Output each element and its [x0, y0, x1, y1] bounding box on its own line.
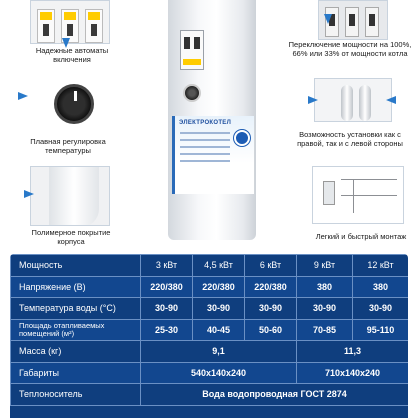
product-brand: ЭЛЕКТРОКОТЕЛ [179, 120, 232, 126]
arrow-down-icon [324, 14, 332, 24]
row-param: Теплоноситель [11, 384, 141, 406]
switch-caption: Переключение мощности на 100%, 66% или 33% от мощности котла [288, 40, 412, 58]
header-col-2: 4,5 кВт [193, 255, 245, 277]
arrow-right-icon [308, 96, 318, 104]
table-cell: 30-90 [245, 298, 297, 320]
install-image [312, 166, 404, 224]
breakers-image [30, 0, 110, 44]
table-row [11, 319, 409, 341]
table-header-row [11, 255, 409, 277]
table-cell: 380 [353, 276, 409, 298]
table-cell: 9,1 [141, 341, 297, 363]
row-param: Площадь отапливаемых помещений (м²) [11, 319, 141, 341]
table-cell: 30-90 [193, 298, 245, 320]
table-row [11, 276, 409, 298]
boiler-thermostat-knob [183, 84, 201, 102]
boiler-breaker-label [183, 59, 201, 65]
install-boiler-icon [323, 181, 335, 205]
table-cell: 220/380 [193, 276, 245, 298]
table-cell: Вода водопроводная ГОСТ 2874 [141, 384, 409, 406]
mount-tube-2 [359, 85, 371, 121]
arrow-right-icon [18, 92, 28, 100]
case-image [30, 166, 110, 226]
row-param: Температура воды (°С) [11, 298, 141, 320]
spec-table-grid [10, 254, 408, 406]
table-cell: 11,3 [297, 341, 409, 363]
table-cell: 30-90 [353, 298, 409, 320]
install-caption: Легкий и быстрый монтаж [315, 232, 407, 241]
table-cell: 95-110 [353, 319, 409, 341]
mount-image [314, 78, 392, 122]
table-cell: 380 [297, 276, 353, 298]
breaker-3 [85, 9, 103, 43]
thermostat-image [36, 74, 96, 130]
table-cell: 30-90 [141, 298, 193, 320]
table-cell: 540х140х240 [141, 362, 297, 384]
header-col-3: 6 кВт [245, 255, 297, 277]
header-col-5: 12 кВт [353, 255, 409, 277]
pipe-top [341, 179, 397, 180]
header-col-4: 9 кВт [297, 255, 353, 277]
table-cell: 70-85 [297, 319, 353, 341]
switch-3 [365, 7, 379, 37]
arrow-left-icon [386, 96, 396, 104]
mount-caption: Возможность установки как с правой, так и с левой стороны [297, 130, 403, 148]
header-param: Мощность [11, 255, 141, 277]
case-body [49, 167, 99, 226]
arrow-right-icon [24, 190, 34, 198]
table-cell: 710х140х240 [297, 362, 409, 384]
table-cell: 220/380 [245, 276, 297, 298]
boiler-switch-2 [194, 37, 200, 49]
pipe-mid [341, 195, 397, 196]
pipe-vertical [353, 179, 354, 213]
table-cell: 30-90 [297, 298, 353, 320]
table-row [11, 362, 409, 384]
table-cell: 220/380 [141, 276, 193, 298]
boiler-switch-1 [184, 37, 190, 49]
brand-logo-icon [234, 130, 250, 146]
breaker-1 [37, 9, 55, 43]
header-col-1: 3 кВт [141, 255, 193, 277]
table-cell: 25-30 [141, 319, 193, 341]
row-param: Масса (кг) [11, 341, 141, 363]
table-row [11, 384, 409, 406]
case-caption: Полимерное покрытие корпуса [31, 228, 111, 246]
row-param: Напряжение (В) [11, 276, 141, 298]
product-sticker [172, 116, 254, 194]
sticker-text-lines [180, 132, 230, 167]
table-cell: 40-45 [193, 319, 245, 341]
row-param: Габариты [11, 362, 141, 384]
switch-2 [345, 7, 359, 37]
thermostat-knob-icon [54, 84, 94, 124]
spec-table [10, 254, 408, 418]
breakers-caption: Надежные автоматы включения [35, 46, 109, 64]
boiler-breaker-panel [180, 30, 204, 70]
table-row [11, 298, 409, 320]
thermostat-caption: Плавная регулировка температуры [30, 137, 106, 155]
table-cell: 50-60 [245, 319, 297, 341]
mount-tube-1 [341, 85, 353, 121]
table-row [11, 341, 409, 363]
